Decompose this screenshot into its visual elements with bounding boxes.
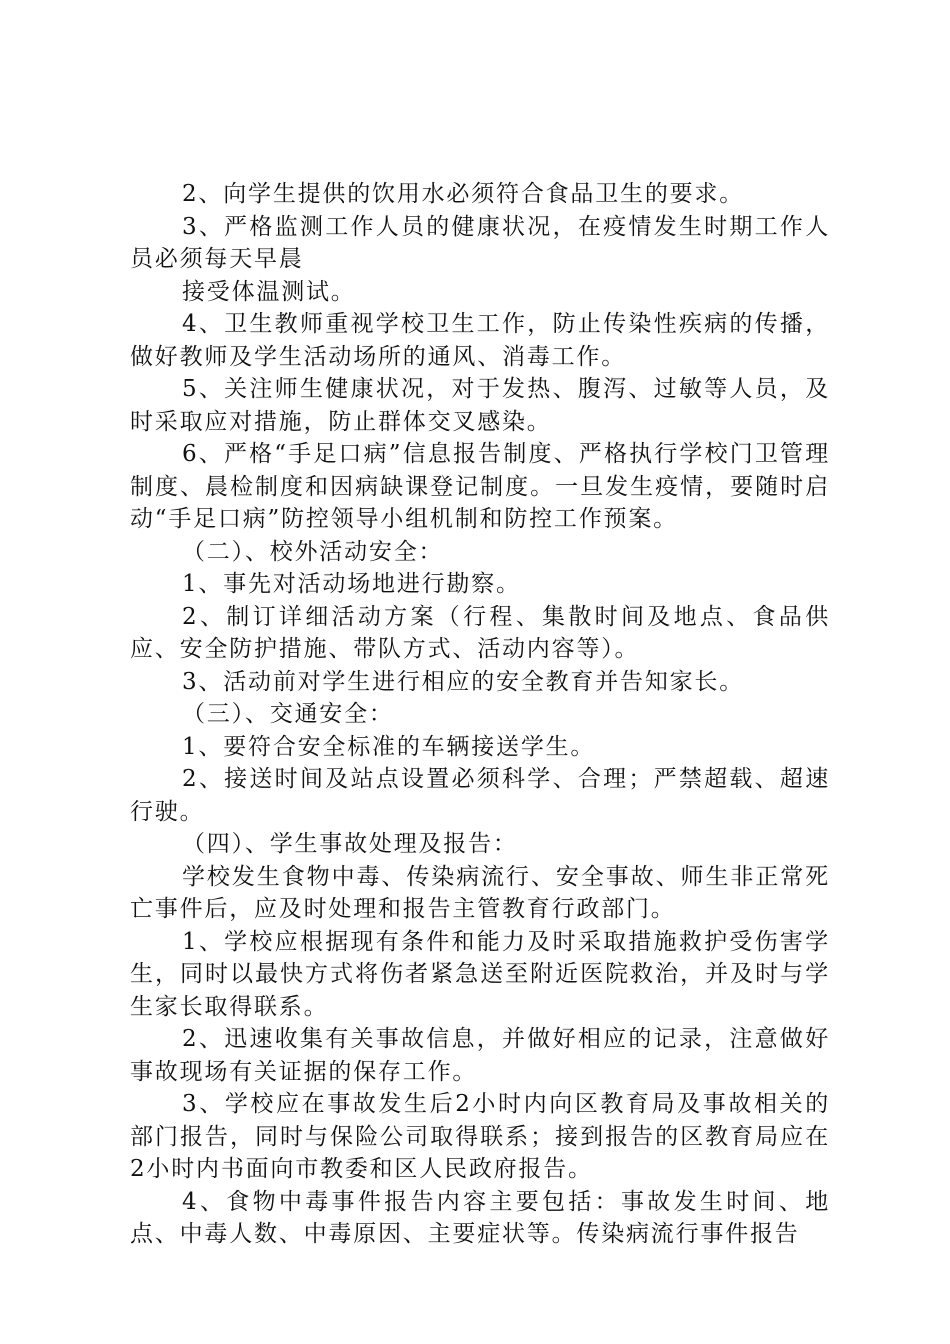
document-body xyxy=(130,178,830,1251)
paragraph: 2、接送时间及站点设置必须科学、合理；严禁超载、超速行驶。 xyxy=(130,766,830,825)
paragraph: 2、制订详细活动方案（行程、集散时间及地点、食品供应、安全防护措施、带队方式、活动内容等）。 xyxy=(130,603,830,662)
paragraph: 2、向学生提供的饮用水必须符合食品卫生的要求。 xyxy=(182,181,745,207)
paragraph: 6、严格“手足口病”信息报告制度、严格执行学校门卫管理制度、晨检制度和因病缺课登记制度。一旦发生疫情，要随时启动“手足口病”防控领导小组机制和防控工作预案。 xyxy=(130,441,830,532)
paragraph: 5、关注师生健康状况，对于发热、腹泻、过敏等人员，及时采取应对措施，防止群体交叉感染。 xyxy=(130,376,830,435)
section-heading: （四）、学生事故处理及报告： xyxy=(182,831,518,857)
section-heading: （二）、校外活动安全： xyxy=(182,538,444,565)
paragraph: 2、迅速收集有关事故信息，并做好相应的记录，注意做好事故现场有关证据的保存工作。 xyxy=(130,1026,830,1085)
paragraph: 学校发生食物中毒、传染病流行、安全事故、师生非正常死亡事件后，应及时处理和报告主管教育行政部门。 xyxy=(130,863,830,922)
paragraph: 3、活动前对学生进行相应的安全教育并告知家长。 xyxy=(182,668,745,695)
paragraph: 4、食物中毒事件报告内容主要包括：事故发生时间、地点、中毒人数、中毒原因、主要症状等。传染病流行事件报告 xyxy=(130,1188,830,1247)
paragraph: 4、卫生教师重视学校卫生工作，防止传染性疾病的传播，做好教师及学生活动场所的通风、消毒工作。 xyxy=(130,311,830,370)
paragraph: 3、学校应在事故发生后2小时内向区教育局及事故相关的部门报告，同时与保险公司取得联系；接到报告的区教育局应在2小时内书面向市教委和区人民政府报告。 xyxy=(130,1091,830,1182)
paragraph: 接受体温测试。 xyxy=(182,278,356,305)
section-heading: （三）、交通安全： xyxy=(182,701,394,727)
paragraph: 1、事先对活动场地进行勘察。 xyxy=(182,571,521,597)
paragraph: 1、学校应根据现有条件和能力及时采取措施救护受伤害学生，同时以最快方式将伤者紧急送至附近医院救治，并及时与学生家长取得联系。 xyxy=(130,928,830,1020)
paragraph: 1、要符合安全标准的车辆接送学生。 xyxy=(182,733,596,760)
paragraph: 3、严格监测工作人员的健康状况，在疫情发生时期工作人员必须每天早晨 xyxy=(130,213,830,272)
